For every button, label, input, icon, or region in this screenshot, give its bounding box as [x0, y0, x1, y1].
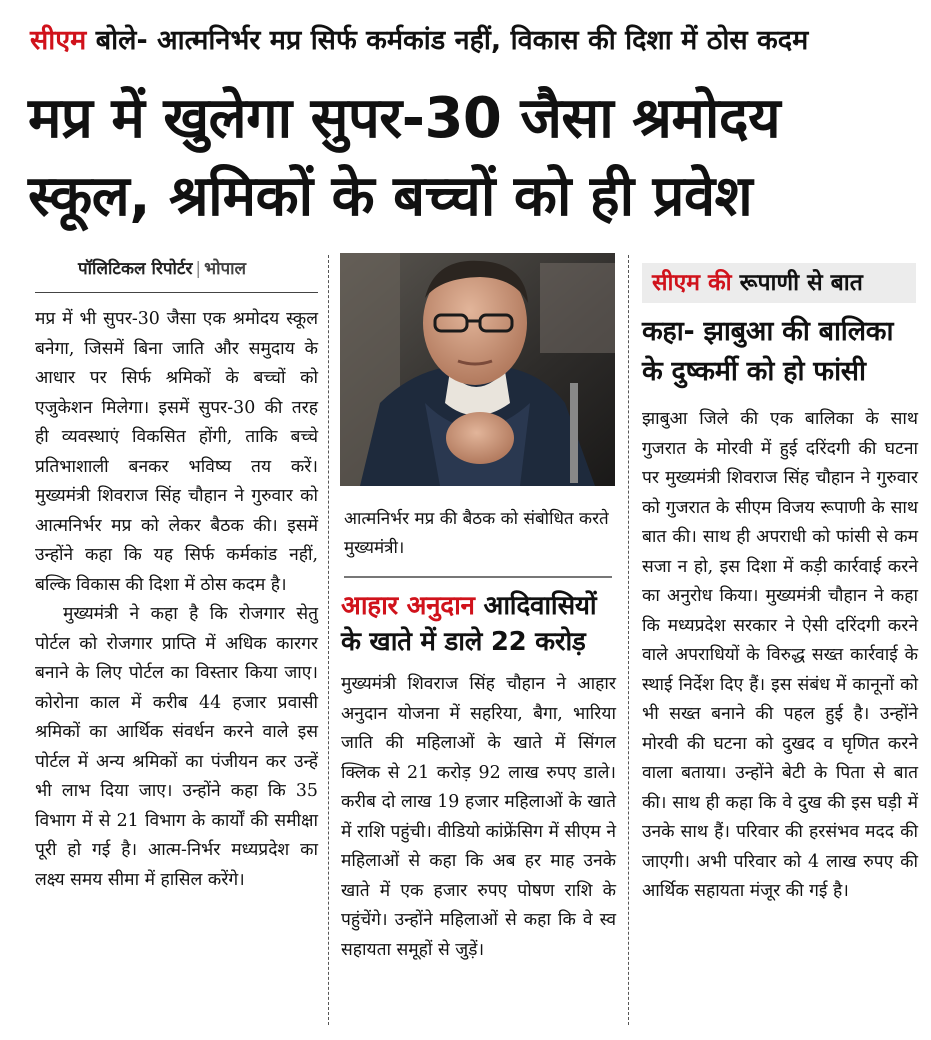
- middle-column: [341, 670, 616, 965]
- left-column: [35, 305, 318, 895]
- kicker-highlight: सीएम: [30, 25, 87, 56]
- photo-caption: आत्मनिर्भर मप्र की बैठक को संबोधित करते मुख्यमंत्री।: [344, 509, 609, 558]
- kicker-line: [30, 20, 910, 62]
- middle-headline-text: आदिवासियों के खाते में डाले 22 करोड़: [341, 591, 597, 657]
- byline-location: भोपाल: [204, 259, 247, 279]
- byline-divider: [35, 292, 318, 293]
- cm-photo: [340, 253, 615, 486]
- right-tag-highlight: सीएम की: [652, 270, 732, 296]
- caption-divider: [344, 576, 612, 578]
- column-divider-left: [328, 255, 329, 1025]
- kicker-text: बोले- आत्मनिर्भर मप्र सिर्फ कर्मकांड नहीं, विकास की दिशा में ठोस कदम: [95, 25, 809, 56]
- right-column: [642, 405, 918, 907]
- middle-headline-highlight: आहार अनुदान: [341, 591, 475, 621]
- column-divider-right: [628, 255, 629, 1025]
- right-story-tag: [642, 263, 916, 303]
- middle-story-body: मुख्यमंत्री शिवराज सिंह चौहान ने आहार अनुदान योजना में सहरिया, बैगा, भारिया जाति की महिलाओं के खाते में सिंगल क्लिक से 21 करोड़ 92 लाख रुपए डाले। करीब दो लाख 19 हजार महिलाओं के खाते में राशि पहुंची। वीडियो कांफ्रेंसिग में सीएम ने महिलाओं से कहा कि अब हर माह उनके खाते में एक हजार रुपए पोषण राशि के पहुंचेंगे। उन्होंने महिलाओं से कहा कि वे स्व सहायता समूहों से जुड़ें।: [341, 674, 616, 960]
- right-story-body: झाबुआ जिले की एक बालिका के साथ गुजरात के मोरवी में हुई दरिंदगी की घटना पर मुख्यमंत्री शिवराज सिंह चौहान ने गुरुवार को गुजरात के सीएम विजय रूपाणी के साथ बात की। साथ ही अपराधी को फांसी से कम सजा न हो, इस दिशा में कड़ी कार्रवाई करने का अनुरोध किया। मुख्यमंत्री चौहान ने कहा कि मध्यप्रदेश सरकार ने ऐसी दरिंदगी करने वाले अपराधियों के विरुद्ध सख्त कार्रवाई के स्थाई निर्देश दिए हैं। इस संबंध में कानूनों को भी सख्त बनाने की पहल हुई है। उन्होंने मोरवी की घटना को दुखद व घृणित करने वाला बताया। उन्होंने बेटी के पिता से बात की। साथ ही कहा कि वे दुख की इस घड़ी में उनके साथ हैं। परिवार की हरसंभव मदद की जाएगी। अभी परिवार को 4 लाख रुपए की आर्थिक सहायता मंजूर की गई है।: [642, 409, 918, 901]
- main-headline: मप्र में खुलेगा सुपर-30 जैसा श्रमोदय स्कूल, श्रमिकों के बच्चों को ही प्रवेश: [28, 86, 781, 229]
- right-tag-text: रूपाणी से बात: [739, 270, 863, 296]
- byline-reporter: पॉलिटिकल रिपोर्टर: [78, 259, 193, 279]
- left-paragraph-1: मप्र में भी सुपर-30 जैसा एक श्रमोदय स्कूल बनेगा, जिसमें बिना जाति और समुदाय के आधार पर सिर्फ श्रमिकों के बच्चों को एजुकेशन मिलेगा। इसमें सुपर-30 की तरह ही व्यवस्थाएं विकसित होंगी, ताकि बच्चे प्रतिभाशाली बनकर भविष्य तय करें। मुख्यमंत्री शिवराज सिंह चौहान ने गुरुवार को आत्मनिर्भर मप्र को लेकर बैठक की। इसमें उन्होंने कहा कि यह सिर्फ कर्मकांड नहीं, बल्कि विकास की दिशा में ठोस कदम है।: [35, 309, 318, 595]
- right-story-headline: कहा- झाबुआ की बालिका के दुष्कर्मी को हो फांसी: [642, 316, 894, 387]
- left-paragraph-2: मुख्यमंत्री ने कहा है कि रोजगार सेतु पोर्टल को रोजगार प्राप्ति में अधिक कारगर बनाने के लिए पोर्टल का विस्तार किया जाए। कोरोना काल में करीब 44 हजार प्रवासी श्रमिकों का आर्थिक संवर्धन करने वाले इस पोर्टल में अन्य श्रमिकों का पंजीयन कर उन्हें भी लाभ दिया जाए। उन्होंने कहा कि 35 विभाग में से 21 विभाग के कार्यों की समीक्षा पूरी हो गई है। आत्म-निर्भर मध्यप्रदेश का लक्ष्य समय सीमा में हासिल करेंगे।: [35, 604, 318, 890]
- byline: [78, 256, 246, 279]
- middle-story-headline: [341, 588, 616, 660]
- byline-separator: |: [195, 259, 202, 279]
